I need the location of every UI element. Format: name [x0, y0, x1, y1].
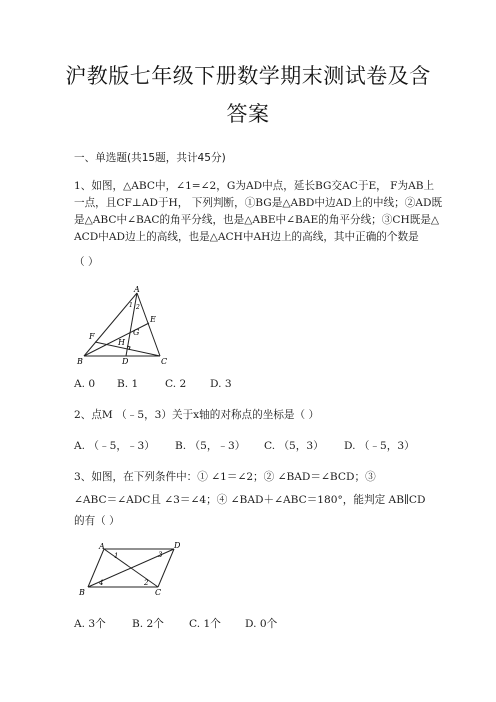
q1-line-3: 是△ABC中∠BAC的角平分线，也是△ABE中∠BAE的角平分线；③CH既是△	[74, 214, 440, 226]
q3-label-c: C	[155, 588, 162, 597]
q1-label-h: H	[118, 338, 125, 347]
q3-line-2: ∠ABC＝∠ADC且 ∠3＝∠4；④ ∠BAD＋∠ABC＝180°，能判定 AB∥CD	[74, 494, 426, 506]
q3-label-angle-2: 2	[144, 579, 149, 587]
q2-option-b[interactable]: B. （5，﹣3）	[175, 440, 246, 452]
q2-option-c[interactable]: C. （5，3）	[264, 440, 324, 452]
q1-label-angle-1: 1	[129, 302, 133, 309]
q1-label-a: A	[134, 285, 140, 294]
q1-label-c: C	[161, 357, 168, 365]
q3-label-d: D	[174, 541, 181, 550]
q3-line-1: 3、如图，在下列条件中：① ∠1＝∠2；② ∠BAD＝∠BCD；③	[74, 471, 376, 483]
q3-option-b[interactable]: B. 2个	[132, 618, 164, 630]
q3-option-d[interactable]: D. 0个	[245, 618, 278, 630]
q1-option-a[interactable]: A. 0	[74, 378, 96, 390]
q2-option-d[interactable]: D. （﹣5，3）	[344, 440, 415, 452]
q3-label-angle-1: 1	[114, 552, 119, 560]
q3-label-angle-4: 4	[99, 579, 104, 587]
q1-triangle-figure	[74, 285, 184, 365]
q1-label-angle-2: 2	[136, 304, 140, 311]
q1-line-2: 一点，且CF⊥AD于H， 下列判断，①BG是△ABD中边AD上的中线；②AD既	[74, 197, 443, 209]
q2-options	[74, 438, 415, 453]
document-title-line-2: 答案	[226, 102, 270, 126]
q1-option-c[interactable]: C. 2	[165, 378, 187, 390]
q3-label-a: A	[99, 542, 105, 551]
q3-label-angle-3: 3	[158, 551, 163, 559]
q2-option-a[interactable]: A. （﹣5，﹣3）	[74, 440, 155, 452]
q3-line-3: 的有（ ）	[74, 515, 120, 527]
q1-options	[74, 378, 232, 390]
q1-label-d: D	[122, 357, 129, 365]
q3-option-a[interactable]: A. 3个	[74, 618, 106, 630]
q1-option-b[interactable]: B. 1	[117, 378, 139, 390]
q3-parallelogram-figure	[74, 538, 194, 600]
q3-options	[74, 616, 277, 631]
q3-label-b: B	[79, 588, 85, 597]
q1-option-d[interactable]: D. 3	[210, 378, 232, 390]
q3-option-c[interactable]: C. 1个	[189, 618, 221, 630]
q1-label-g: G	[133, 328, 140, 337]
q1-line-4: ACD中AD边上的高线，也是△ACH中AH边上的高线，其中正确的个数是	[74, 231, 419, 243]
q2-stem: 2、点M （﹣5，3）关于x轴的对称点的坐标是（ ）	[74, 409, 320, 421]
section-heading: 一、单选题(共15题，共计45分)	[74, 152, 226, 164]
q1-label-b: B	[77, 357, 83, 365]
document-title-line-1: 沪教版七年级下册数学期末测试卷及含	[65, 64, 431, 88]
q1-line-1: 1、如图，△ABC中，∠1=∠2，G为AD中点，延长BG交AC于E， F为AB上	[74, 180, 435, 192]
q1-label-f: F	[89, 332, 95, 341]
q1-label-e: E	[150, 315, 156, 324]
q1-line-5: （ ）	[74, 256, 99, 268]
